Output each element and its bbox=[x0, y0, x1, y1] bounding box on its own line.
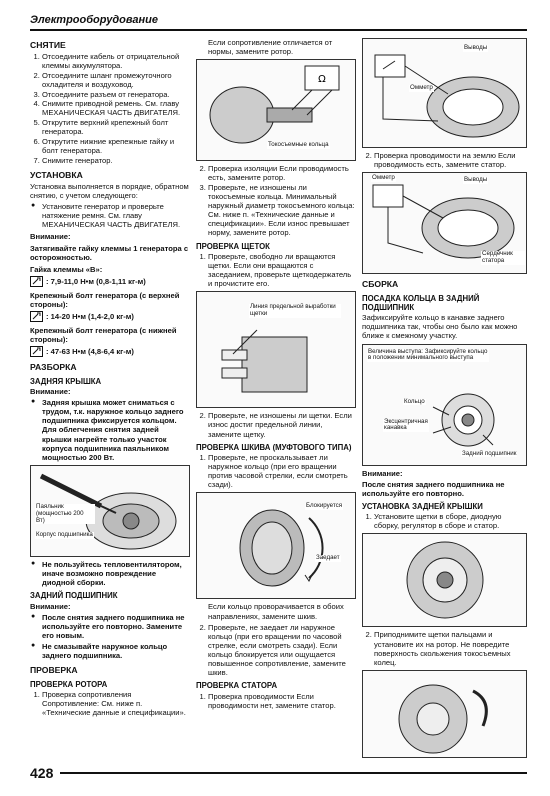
locks-label: Блокируется bbox=[306, 502, 343, 510]
wrench-icon bbox=[30, 276, 43, 287]
ring-fit-illustration bbox=[363, 345, 526, 465]
list-item: 1. Проверка проводимости Если проводимости нет, замените статор. bbox=[208, 692, 356, 710]
page-footer bbox=[30, 765, 527, 783]
attention-label: Внимание: bbox=[30, 232, 71, 242]
groove-label: Эксцентричная канавка bbox=[384, 417, 428, 432]
pulley-steps bbox=[196, 453, 356, 489]
leads-label: Выводы bbox=[464, 176, 488, 184]
wrench-icon bbox=[30, 311, 43, 322]
stuck-label: Заедает bbox=[316, 554, 340, 562]
brush-steps-2 bbox=[196, 411, 356, 438]
figure-rotor-insulation bbox=[196, 59, 356, 161]
upper-bolt-label: Крепежный болт генератора (с верхней стороны): bbox=[30, 290, 180, 310]
stator-illustration bbox=[363, 39, 526, 147]
figure-rear-cover bbox=[362, 533, 527, 627]
rear-cover-bullets bbox=[30, 398, 190, 462]
column-middle bbox=[196, 38, 356, 710]
footer-rule bbox=[60, 772, 527, 774]
slip-rings-label: Токосъемные кольца bbox=[268, 141, 329, 149]
brush-check-heading: ПРОВЕРКА ЩЕТОК bbox=[196, 241, 270, 251]
intro-text: Если сопротивление отличается от нормы, замените ротор. bbox=[208, 38, 333, 57]
attention-label: Внимание: bbox=[362, 468, 403, 478]
figure-stator-continuity bbox=[362, 38, 527, 148]
list-item: 1. Проверка сопротивления Сопротивление: См. ниже п. «Технические данные и спецификации». bbox=[42, 690, 190, 717]
rear-cover-heading: ЗАДНЯЯ КРЫШКА bbox=[30, 376, 102, 386]
svg-text:Ω: Ω bbox=[318, 74, 326, 86]
figure-brush-lift bbox=[362, 670, 527, 758]
rotor-check-steps bbox=[30, 690, 190, 717]
rear-cover-install-steps-2 bbox=[362, 630, 527, 666]
page-number: 428 bbox=[30, 765, 54, 781]
rear-bearing-bullets bbox=[30, 613, 190, 661]
brush-steps bbox=[196, 252, 356, 288]
page-header bbox=[30, 14, 527, 30]
ring-fit-heading: ПОСАДКА КОЛЬЦА В ЗАДНИЙ ПОДШИПНИК bbox=[362, 293, 480, 312]
ohmmeter-label: Омметр bbox=[410, 84, 433, 91]
removal-steps bbox=[30, 52, 190, 164]
torque-value: : 7,9-11,0 Н•м (0,8-1,11 кг-м) bbox=[46, 276, 146, 286]
heatgun-bullets bbox=[30, 560, 190, 587]
torque-spec bbox=[30, 346, 190, 357]
install-text: Установка выполняется в порядке, обратном снятию, с учетом следующего: bbox=[30, 181, 189, 201]
figure-ring-fit bbox=[362, 344, 527, 466]
housing-label: Корпус подшипника bbox=[36, 530, 93, 538]
wrench-icon bbox=[30, 346, 43, 357]
list-item: 1. Отсоедините кабель от отрицательной клеммы аккумулятора. bbox=[42, 52, 190, 70]
figure-soldering-iron bbox=[30, 465, 190, 557]
column-left bbox=[30, 38, 190, 718]
ring-label: Кольцо bbox=[404, 397, 425, 405]
figure-pulley bbox=[196, 492, 356, 599]
list-item: ● Задняя крышка может сниматься с трудом, т.к. наружное кольцо заднего подшипника фиксируется кольцом. Для облегчения снятия задней крышки нагрейте только участок корпуса подшипника паяльником мощностью 200 Вт. bbox=[42, 398, 190, 462]
torque-value: : 47-63 Н•м (4,8-6,4 кг-м) bbox=[46, 347, 134, 357]
core-label: Сердечник статора bbox=[481, 251, 525, 265]
leads-label: Выводы bbox=[464, 44, 488, 51]
torque-spec bbox=[30, 276, 190, 287]
attention-text: Затягивайте гайку клеммы 1 генератора с осторожностью. bbox=[30, 243, 189, 262]
attention-text: После снятия заднего подшипника не используйте его повторно. bbox=[362, 479, 505, 498]
list-item: 1. Установите щетки в сборе, диодную сборку, регулятор в сборе и статор. bbox=[374, 512, 527, 530]
rotor-check-heading: ПРОВЕРКА РОТОРА bbox=[30, 679, 108, 689]
list-item: 2. Проверьте, не заедает ли наружное кольцо (при его вращении по часовой стрелке, если смотреть сзади). Если кольцо блокируется или ощущается повышенное сопротивление, замените шкив. bbox=[208, 623, 356, 678]
assembly-heading: СБОРКА bbox=[362, 279, 399, 290]
pulley-steps-2 bbox=[196, 623, 356, 678]
brush-lift-illustration bbox=[363, 671, 526, 757]
list-item: ● После снятия заднего подшипника не используйте его повторно. Замените его новым. bbox=[42, 613, 190, 640]
bulge-label: Величина выступа: Зафиксируйте кольцо в положении минимального выступа bbox=[368, 347, 488, 362]
column-right bbox=[362, 38, 527, 761]
rear-bearing-heading: ЗАДНИЙ ПОДШИПНИК bbox=[30, 591, 118, 601]
list-item: 2. Проверьте, не изношены ли щетки. Если износ достиг предельной линии, замените щетку. bbox=[208, 411, 356, 438]
rear-cover-install-heading: УСТАНОВКА ЗАДНЕЙ КРЫШКИ bbox=[362, 501, 483, 511]
list-item: 2. Проверка проводимости на землю Если проводимость есть, замените статор. bbox=[374, 151, 527, 169]
rear-cover-install-steps bbox=[362, 512, 527, 530]
list-item: 3. Отсоедините разъем от генератора. bbox=[42, 90, 190, 99]
list-item: 2. Отсоедините шланг промежуточного охладителя и воздуховод. bbox=[42, 71, 190, 89]
list-item: ● Установите генератор и проверьте натяжение ремня. См. главу МЕХАНИЧЕСКАЯ ЧАСТЬ ДВИГАТЕЛЯ. bbox=[42, 202, 190, 229]
list-item: 1. Проверьте, свободно ли вращаются щетки. Если они вращаются с заседанием, проверьте щеткодержатель и прочистите его. bbox=[208, 252, 356, 288]
section-title: Электрооборудование bbox=[30, 14, 158, 26]
wear-limit-label: Линия предельной выработки щетки bbox=[249, 304, 341, 318]
figure-stator-ground bbox=[362, 172, 527, 274]
torque-value: : 14-20 Н•м (1,4-2,0 кг-м) bbox=[46, 312, 134, 322]
pulley-text: Если кольцо проворачивается в обоих направлениях, замените шкив. bbox=[208, 602, 344, 621]
figure-brush-wear bbox=[196, 291, 356, 408]
pulley-check-heading: ПРОВЕРКА ШКИВА (МУФТОВОГО ТИПА) bbox=[196, 442, 352, 452]
disassembly-heading: РАЗБОРКА bbox=[30, 362, 77, 373]
list-item: ● Не смазывайте наружное кольцо заднего подшипника. bbox=[42, 642, 190, 660]
stator-check-heading: ПРОВЕРКА СТАТОРА bbox=[196, 681, 278, 691]
header-rule bbox=[30, 29, 527, 31]
torque-spec bbox=[30, 311, 190, 322]
bearing-label: Задний подшипник bbox=[462, 449, 517, 457]
install-bullets bbox=[30, 202, 190, 229]
attention-label: Внимание: bbox=[30, 601, 71, 611]
rotor-steps bbox=[196, 164, 356, 237]
list-item: ● Не пользуйтесь тепловентилятором, иначе возможно повреждение диодной сборки. bbox=[42, 560, 190, 587]
removal-heading: СНЯТИЕ bbox=[30, 40, 66, 50]
lower-bolt-label: Крепежный болт генератора (с нижней стороны): bbox=[30, 326, 177, 345]
list-item: 6. Открутите нижние крепежные гайку и болт генератора. bbox=[42, 137, 190, 155]
list-item: 5. Открутите верхний крепежный болт генератора. bbox=[42, 118, 190, 136]
list-item: 2. Приподнимите щетки пальцами и установите их на ротор. Не повредите поверхность скольжения токосъемных колец. bbox=[374, 630, 527, 666]
attention-label: Внимание: bbox=[30, 387, 71, 397]
list-item: 4. Снимите приводной ремень. См. главу МЕХАНИЧЕСКАЯ ЧАСТЬ ДВИГАТЕЛЯ. bbox=[42, 99, 190, 117]
ohmmeter-label: Омметр bbox=[372, 174, 395, 182]
solder-label: Паяльник (мощностью 200 Вт) bbox=[35, 504, 95, 524]
stator-steps-2 bbox=[362, 151, 527, 169]
ring-fit-text: Зафиксируйте кольцо в канавке заднего подшипника так, чтобы оно было как можно ближе к смежному участку. bbox=[362, 313, 518, 341]
rear-cover-illustration bbox=[363, 534, 526, 626]
list-item: 3. Проверьте, не изношены ли токосъемные кольца. Минимальный наружный диаметр токосъемного кольца: См. ниже п. «Технические данные и спецификации». Если износ превышает норму, замените ротор. bbox=[208, 183, 356, 238]
stator-steps bbox=[196, 692, 356, 710]
list-item: 2. Проверка изоляции Если проводимость есть, замените ротор. bbox=[208, 164, 356, 182]
check-heading: ПРОВЕРКА bbox=[30, 665, 78, 676]
list-item: 7. Снимите генератор. bbox=[42, 156, 190, 165]
nut-b-label: Гайка клеммы «В»: bbox=[30, 264, 103, 274]
list-item: 1. Проверьте, не проскальзывает ли наружное кольцо (при его вращении против часовой стрелки, если смотреть сзади). bbox=[208, 453, 356, 489]
install-heading: УСТАНОВКА bbox=[30, 169, 83, 180]
